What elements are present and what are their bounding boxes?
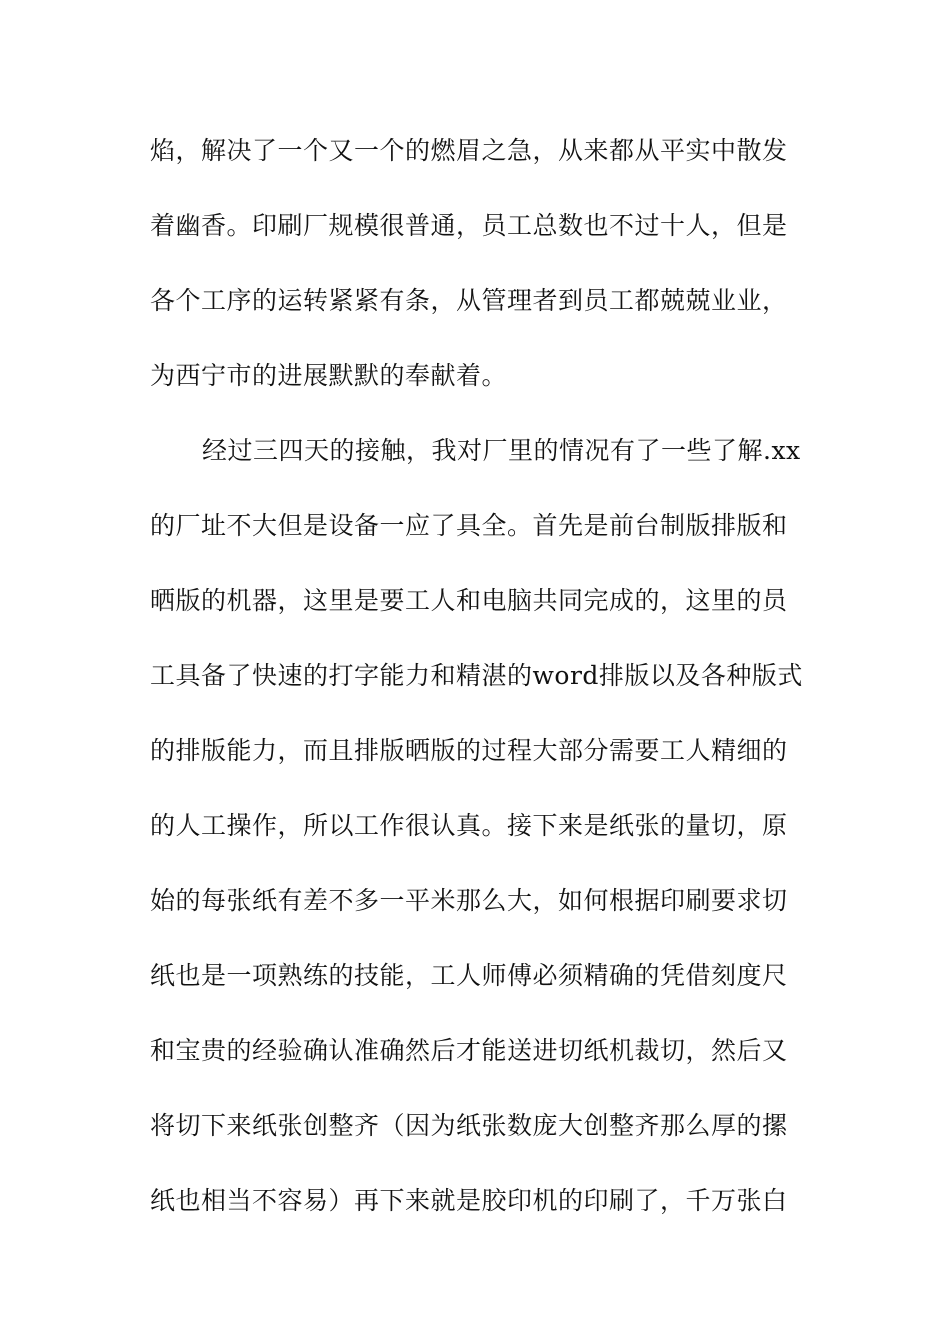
paragraph-first-line: 经过三四天的接触，我对厂里的情况有了一些了解.xx bbox=[202, 436, 801, 465]
paragraph-line: 晒版的机器，这里是要工人和电脑共同完成的，这里的员 bbox=[150, 586, 788, 615]
paragraph-line: 为西宁市的进展默默的奉献着。 bbox=[150, 361, 508, 390]
paragraph-line: 将切下来纸张创整齐（因为纸张数庞大创整齐那么厚的摞 bbox=[150, 1111, 788, 1140]
paragraph-line: 的排版能力，而且排版晒版的过程大部分需要工人精细的 bbox=[150, 736, 788, 765]
paragraph-line: 各个工序的运转紧紧有条，从管理者到员工都兢兢业业， bbox=[150, 286, 788, 315]
paragraph-line: 和宝贵的经验确认准确然后才能送进切纸机裁切，然后又 bbox=[150, 1036, 788, 1065]
paragraph-line: 的人工操作，所以工作很认真。接下来是纸张的量切，原 bbox=[150, 811, 788, 840]
paragraph-line: 工具备了快速的打字能力和精湛的word排版以及各种版式 bbox=[150, 661, 803, 690]
paragraph-line: 焰，解决了一个又一个的燃眉之急，从来都从平实中散发 bbox=[150, 136, 788, 165]
paragraph-line: 纸也相当不容易）再下来就是胶印机的印刷了，千万张白 bbox=[150, 1186, 788, 1215]
paragraph-line: 始的每张纸有差不多一平米那么大，如何根据印刷要求切 bbox=[150, 886, 788, 915]
paragraph-line: 纸也是一项熟练的技能，工人师傅必须精确的凭借刻度尺 bbox=[150, 961, 788, 990]
paragraph-line: 着幽香。印刷厂规模很普通，员工总数也不过十人，但是 bbox=[150, 211, 788, 240]
paragraph-line: 的厂址不大但是设备一应了具全。首先是前台制版排版和 bbox=[150, 511, 788, 540]
